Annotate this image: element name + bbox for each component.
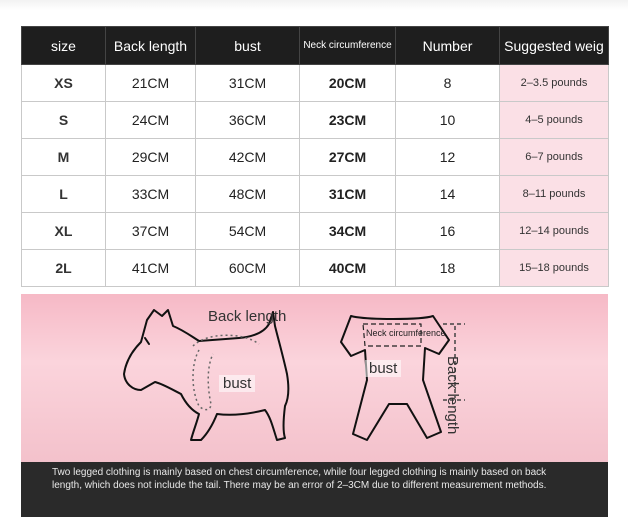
table-row [22, 65, 609, 102]
cell-neck: 40CM [300, 250, 396, 287]
cell-bust: 36CM [196, 102, 300, 139]
cell-number: 12 [396, 139, 500, 176]
cell-number: 14 [396, 176, 500, 213]
header-back-length: Back length [106, 27, 196, 65]
cell-weight: 2–3.5 pounds [500, 65, 609, 102]
cell-weight: 12–14 pounds [500, 213, 609, 250]
suit-bust-label: bust [365, 360, 401, 377]
cell-neck: 27CM [300, 139, 396, 176]
cell-size: M [22, 139, 106, 176]
cell-size: XS [22, 65, 106, 102]
cell-bust: 42CM [196, 139, 300, 176]
cell-weight: 8–11 pounds [500, 176, 609, 213]
cell-size: 2L [22, 250, 106, 287]
dog-bust-label: bust [219, 375, 255, 392]
cell-weight: 4–5 pounds [500, 102, 609, 139]
cell-neck: 23CM [300, 102, 396, 139]
cell-number: 18 [396, 250, 500, 287]
cell-neck: 34CM [300, 213, 396, 250]
dog-back-length-label: Back length [208, 308, 287, 325]
header-size: size [22, 27, 106, 65]
measurement-note: Two legged clothing is mainly based on chest circumference, while four legged clothing is mainly based on back length, which does not include the tail. There may be an error of 2–3CM due to different measurement methods. [21, 462, 608, 517]
cell-bust: 48CM [196, 176, 300, 213]
cell-number: 10 [396, 102, 500, 139]
cell-bust: 31CM [196, 65, 300, 102]
table-row [22, 250, 609, 287]
cell-neck: 31CM [300, 176, 396, 213]
cell-back-length: 41CM [106, 250, 196, 287]
cell-size: S [22, 102, 106, 139]
cell-back-length: 24CM [106, 102, 196, 139]
dog-outline [124, 310, 288, 440]
table-header-row [22, 27, 609, 65]
top-strip [0, 0, 628, 10]
cell-weight: 15–18 pounds [500, 250, 609, 287]
suit-back-length-label [444, 356, 461, 456]
header-bust: bust [196, 27, 300, 65]
cell-bust: 60CM [196, 250, 300, 287]
cell-back-length: 29CM [106, 139, 196, 176]
suit-neck-label: Neck circumference [366, 328, 446, 338]
cell-back-length: 37CM [106, 213, 196, 250]
cell-back-length: 33CM [106, 176, 196, 213]
cell-size: XL [22, 213, 106, 250]
cell-number: 8 [396, 65, 500, 102]
cell-bust: 54CM [196, 213, 300, 250]
table-row [22, 139, 609, 176]
table-row [22, 213, 609, 250]
cell-number: 16 [396, 213, 500, 250]
table-row [22, 176, 609, 213]
cell-size: L [22, 176, 106, 213]
suit-back-length-text: Back length [444, 356, 461, 435]
header-neck: Neck circumference [300, 27, 396, 65]
measurement-diagram [21, 294, 608, 464]
size-chart-table [21, 26, 609, 287]
header-number: Number [396, 27, 500, 65]
measurement-illustration [21, 294, 608, 464]
table-row [22, 102, 609, 139]
cell-neck: 20CM [300, 65, 396, 102]
cell-weight: 6–7 pounds [500, 139, 609, 176]
header-weight: Suggested weig [500, 27, 609, 65]
cell-back-length: 21CM [106, 65, 196, 102]
